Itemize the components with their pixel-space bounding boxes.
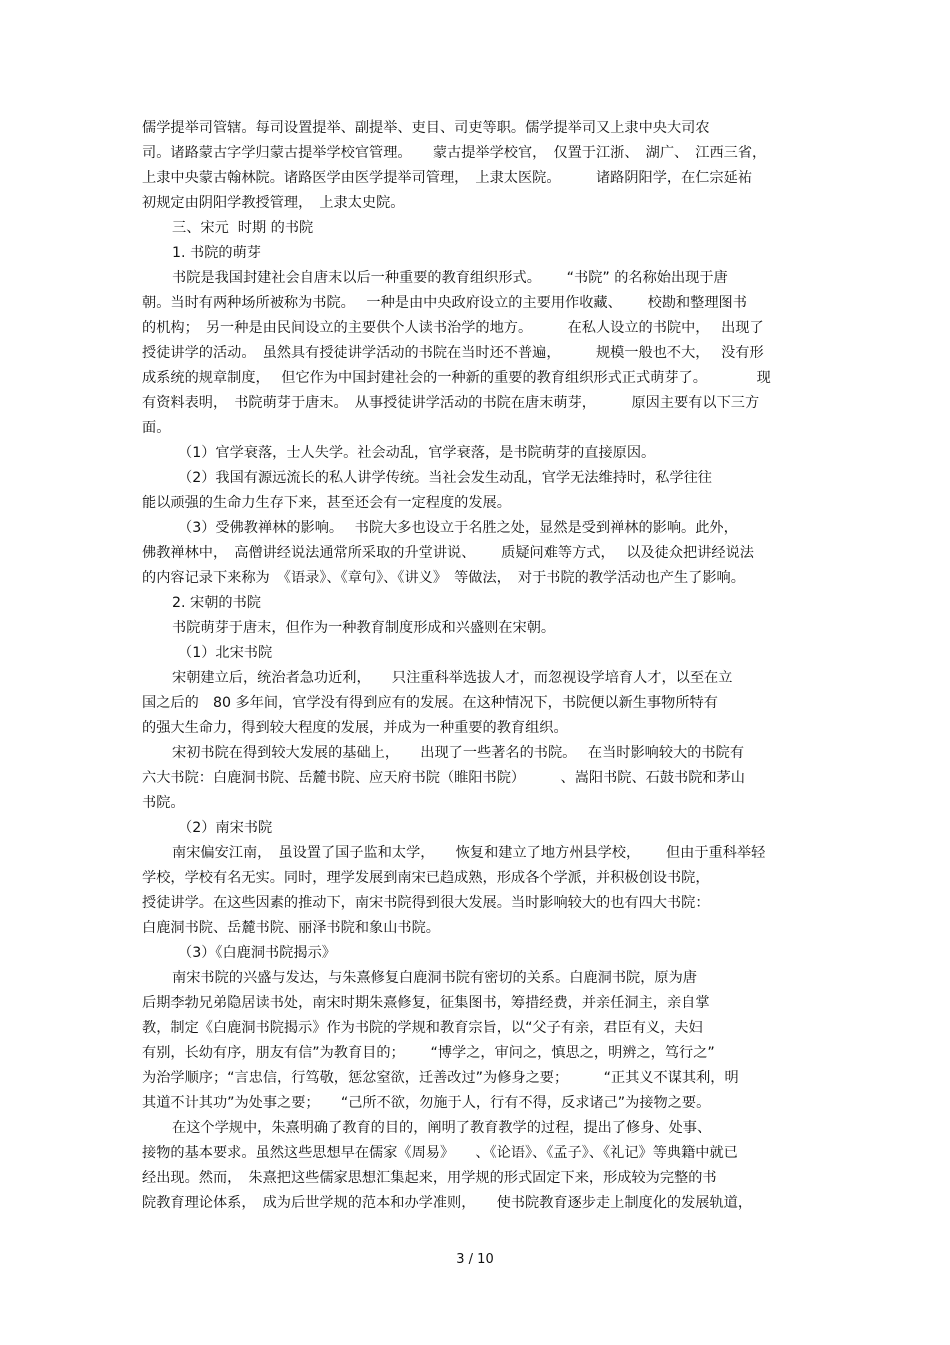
text-line: 授徒讲学的活动。 虽然具有授徒讲学活动的书院在当时还不普遍， 规模一般也不大， 没有形 xyxy=(142,345,764,361)
text-line: 2. 宋朝的书院 xyxy=(172,595,261,611)
text-line: 院教育理论体系， 成为后世学规的范本和办学准则， 使书院教育逐步走上制度化的发展轨道， xyxy=(142,1195,753,1211)
text-line: （2）南宋书院 xyxy=(178,820,273,836)
text-line: 司。诸路蒙古字学归蒙古提举学校官管理。 蒙古提举学校官， 仅置于江浙、 湖广、 江西三省， xyxy=(142,145,767,161)
text-line: 国之后的 80 多年间，官学没有得到应有的发展。在这种情况下，书院便以新生事物所特有 xyxy=(142,695,718,711)
text-line: 1. 书院的萌芽 xyxy=(172,245,261,261)
text-line: 的内容记录下来称为 《语录》、《章句》、《讲义》 等做法， 对于书院的教学活动也产生了影响。 xyxy=(142,570,745,586)
text-line: 书院萌芽于唐末，但作为一种教育制度形成和兴盛则在宋朝。 xyxy=(172,620,556,636)
text-line: （1）北宋书院 xyxy=(178,645,273,661)
text-line: 白鹿洞书院、岳麓书院、丽泽书院和象山书院。 xyxy=(142,920,440,936)
text-line: 六大书院：白鹿洞书院、岳麓书院、应天府书院（睢阳书院） 、嵩阳书院、石鼓书院和茅山 xyxy=(142,770,745,786)
text-line: 宋初书院在得到较大发展的基础上， 出现了一些著名的书院。 在当时影响较大的书院有 xyxy=(172,745,745,761)
text-line: 授徒讲学。在这些因素的推动下，南宋书院得到很大发展。当时影响较大的也有四大书院： xyxy=(142,895,710,911)
text-line: 为治学顺序；“言忠信，行笃敬，惩忿窒欲，迁善改过”为修身之要； “正其义不谋其利，明 xyxy=(142,1070,739,1086)
text-line: 南宋偏安江南， 虽设置了国子监和太学， 恢复和建立了地方州县学校， 但由于重科举轻 xyxy=(172,845,766,861)
text-line: 接物的基本要求。虽然这些思想早在儒家《周易》 、《论语》、《孟子》、《礼记》等典籍中就已 xyxy=(142,1145,738,1161)
text-line: 其道不计其功”为处事之要； “己所不欲，勿施于人，行有不得，反求诸己”为接物之要。 xyxy=(142,1095,711,1111)
text-line: 有别，长幼有序，朋友有信”为教育目的； “博学之，审问之，慎思之，明辨之，笃行之” xyxy=(142,1045,715,1061)
text-line: 佛教禅林中， 高僧讲经说法通常所采取的升堂讲说、 质疑问难等方式， 以及徒众把讲经说法 xyxy=(142,545,754,561)
text-line: 教，制定《白鹿洞书院揭示》作为书院的学规和教育宗旨，以“父子有亲，君臣有义，夫妇 xyxy=(142,1020,703,1036)
text-line: 学校，学校有名无实。同时，理学发展到南宋已趋成熟，形成各个学派，并积极创设书院， xyxy=(142,870,710,886)
text-line: 南宋书院的兴盛与发达，与朱熹修复白鹿洞书院有密切的关系。白鹿洞书院，原为唐 xyxy=(172,970,697,986)
text-line: 三、宋元 时期 的书院 xyxy=(172,220,314,236)
text-line: 书院。 xyxy=(142,795,185,811)
text-line: 在这个学规中，朱熹明确了教育的目的，阐明了教育教学的过程，提出了修身、处事、 xyxy=(172,1120,712,1136)
text-line: 有资料表明， 书院萌芽于唐末。 从事授徒讲学活动的书院在唐末萌芽， 原因主要有以下三方 xyxy=(142,395,760,411)
text-line: 宋朝建立后，统治者急功近利， 只注重科举选拔人才，而忽视设学培育人才，以至在立 xyxy=(172,670,733,686)
text-line: 初规定由阴阳学教授管理， 上隶太史院。 xyxy=(142,195,405,211)
text-line: （3）受佛教禅林的影响。 书院大多也设立于名胜之处，显然是受到禅林的影响。此外， xyxy=(178,520,738,536)
text-line: 朝。当时有两种场所被称为书院。 一种是由中央政府设立的主要用作收藏、 校勘和整理图书 xyxy=(142,295,747,311)
text-line: 后期李勃兄弟隐居读书处，南宋时期朱熹修复，征集图书，筹措经费，并亲任洞主，亲自掌 xyxy=(142,995,710,1011)
text-line: 儒学提举司管辖。每司设置提举、副提举、吏目、司吏等职。儒学提举司又上隶中央大司农 xyxy=(142,120,710,136)
text-line: 上隶中央蒙古翰林院。诸路医学由医学提举司管理， 上隶太医院。 诸路阴阳学，在仁宗延祐 xyxy=(142,170,753,186)
text-line: 的机构； 另一种是由民间设立的主要供个人读书治学的地方。 在私人设立的书院中， 出现了 xyxy=(142,320,764,336)
text-line: 成系统的规章制度， 但它作为中国封建社会的一种新的重要的教育组织形式正式萌芽了。 现 xyxy=(142,370,771,386)
page-number: 3 / 10 xyxy=(456,1252,494,1267)
text-line: （2）我国有源远流长的私人讲学传统。当社会发生动乱，官学无法维持时，私学往往 xyxy=(178,470,712,486)
text-line: 书院是我国封建社会自唐末以后一种重要的教育组织形式。 “书院” 的名称始出现于唐 xyxy=(172,270,728,286)
text-line: 能以顽强的生命力生存下来，甚至还会有一定程度的发展。 xyxy=(142,495,511,511)
text-line: （3）《白鹿洞书院揭示》 xyxy=(178,945,336,961)
text-line: 的强大生命力，得到较大程度的发展，并成为一种重要的教育组织。 xyxy=(142,720,568,736)
text-line: （1）官学衰落，士人失学。社会动乱，官学衰落，是书院萌芽的直接原因。 xyxy=(178,445,656,461)
text-line: 经出现。然而， 朱熹把这些儒家思想汇集起来，用学规的形式固定下来，形成较为完整的书 xyxy=(142,1170,717,1186)
text-line: 面。 xyxy=(142,420,171,436)
